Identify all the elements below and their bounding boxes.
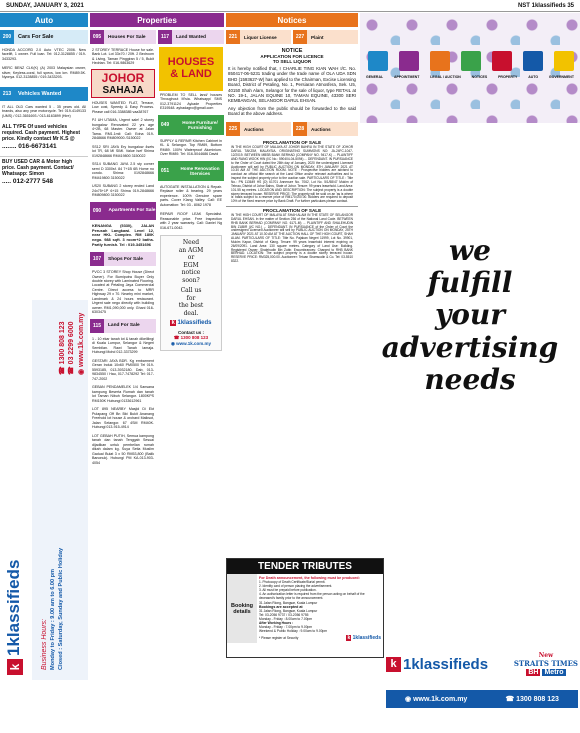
- tile-icon: [492, 51, 512, 71]
- phone-icon: ☎: [505, 696, 517, 703]
- category-label: Land Wanted: [172, 30, 224, 44]
- brand-text: 1klassifieds: [4, 559, 23, 656]
- notices-title: Notices: [277, 15, 307, 25]
- category-number: 225: [226, 122, 240, 136]
- booking-line: Monday - Friday : 7.00pm to 9.00pm: [259, 625, 313, 629]
- notice-subheading: TO SELL LIQUOR: [272, 59, 312, 64]
- category-label: Liquor License: [240, 30, 291, 44]
- auto-section-header: [0, 13, 88, 27]
- ad-land1: 1 - 10 ekar tanah lot & tanah dikelilingi di Kuala Lumpur, Selangor & Negeri Sembilan. Rawi Tanah lamaja. Hubungi Mohd 012-3373299: [92, 336, 154, 355]
- slogan-line: your: [434, 298, 506, 332]
- booking-label-line: Booking: [231, 602, 253, 609]
- agm-brand: k 1klassifieds: [171, 320, 212, 327]
- contact-phone1: [58, 313, 67, 375]
- tab-appointment: APPOINTMENT: [393, 75, 420, 79]
- ad-land2: GESTARI JAYA BDR. Kg embarment Geran Induk 10x60 PM0500 Tel 019-5593185, 013-3932180. Dab, 013-9834550 / Hau, 017-7478292 Tel: 017-747-2002: [92, 358, 154, 381]
- contact-site: [163, 341, 219, 347]
- category-049: [158, 115, 224, 135]
- ad-autogate: AUTOGATE INSTALLATION & Repair. Replace roller & bearing. 29 years experience. 100% Genuine spare parts. Cover Klang Valley. Call: EE Automation: Tel: 03 - 8062 1978: [160, 184, 222, 207]
- prop-subcol-left: [90, 27, 156, 466]
- category-number: 117: [158, 30, 172, 44]
- tile-icon: [368, 51, 388, 71]
- tile-icon: [399, 51, 419, 71]
- notice-cats-row1: [226, 27, 358, 47]
- agm-line: Call us: [180, 287, 202, 295]
- category-label: Home Furniture/ Furnishing: [172, 115, 224, 135]
- category-label: Auctions: [307, 122, 358, 136]
- tile-icon: [430, 51, 450, 71]
- category-213: [0, 87, 88, 101]
- ad-houses-wanted: HOUSES WANTED FLAT, Terrace, Low cost, Speedy & Easy Process. Please call 016-3388385 vaa38767: [92, 100, 154, 114]
- tender-item: 3. All must be prepaid before publication.: [259, 588, 317, 592]
- tab-auto: AUTO: [528, 75, 539, 79]
- globe-icon: ◉: [170, 340, 177, 346]
- ad-us20: US20 SUBANG 2 storey ended Land 24x75+1P 6+15 Shima 019-2848666 RM809800 3150022: [92, 184, 154, 198]
- agm-line: an AGM: [178, 246, 204, 254]
- slogan-line: advertising: [381, 330, 559, 364]
- proclamation-1: [226, 139, 358, 207]
- ad-land3: GEBAN PENDAMELEK 1/4 Sansana kampung Beserta Rumah dan tanah lot Taman Nibuh Selangor. 1800KPS RM150K Hubungi 0133612961: [92, 385, 154, 403]
- tender-footer: [259, 635, 381, 641]
- category-095: [90, 30, 156, 44]
- properties-section-header: [90, 13, 224, 27]
- agm-line: soon?: [182, 276, 200, 284]
- slogan-line: needs: [424, 362, 516, 396]
- category-number: 095: [90, 30, 104, 44]
- booking-line: 31 Jalan Riong, Bangsar, Kuala Lumpur: [259, 609, 318, 613]
- page-number: NST 1klassifieds 35: [517, 2, 574, 9]
- footer-contact-bar: [386, 690, 578, 708]
- booking-line: 31 Jalan Riong, Bangsar, Kuala Lumpur: [259, 601, 318, 605]
- agm-line: the best: [178, 302, 204, 310]
- ad-ss12: SS12 SRI JAYA Ery bungalow 4sets lot 7R, 68 MI SIMI. Value Isef Shima 0192848666 RM419800 3150022: [92, 144, 154, 158]
- ad-text: BUY USED CAR & Motor high price. Cash payment. Contact/ Whatsapp: Simon: [2, 159, 74, 178]
- phone-icon: ☎: [68, 364, 76, 375]
- footer-phone-text: 1300 808 123: [516, 696, 559, 703]
- agm-line: deal.: [183, 309, 199, 317]
- contact-phone-text: 1300 808 123: [180, 335, 209, 341]
- brand-icon: k: [347, 635, 351, 641]
- handwritten-slogan: [360, 235, 580, 396]
- category-117: [158, 30, 224, 44]
- ad-phone: ..... 012-2777 548: [2, 178, 53, 186]
- category-label: Shops For Sale: [104, 252, 156, 266]
- category-090: [90, 202, 156, 220]
- tile-icon: [554, 51, 574, 71]
- banner-brand: [4, 560, 24, 675]
- category-tab-labels: [362, 75, 578, 79]
- agm-box: [160, 235, 222, 350]
- contact-site: [77, 313, 86, 375]
- category-number: 049: [158, 115, 172, 135]
- ad-old-cars: IT ALL OLD Cars wanted 5 - 35 years old. All brands, also any year motorcycle. Tel: 019-4149133 (UMS) / 012-3651693 / 013-6163899 (Hire): [2, 104, 86, 118]
- category-label: Apartments For Sale: [104, 202, 156, 220]
- proclamation-title: PROCLAMATION OF SALE: [262, 140, 322, 146]
- nst-new: New: [538, 652, 554, 659]
- ad-text: ALL TYPE Of used vehicles required. Cash payment. Highest price. Kindly contact Mr K.S @: [2, 124, 81, 143]
- ad-pvcc: PVCC 3 STOREY Shop House (Direct Owner). For Bumiputra Buyer Only double storey with Laminated Flooring. Located at Petaling Jaya Commercial Centre. Direct access to MRR Highway 29 x 70. Nearby mini market, Landmark & 24 hours restaurant. Urgent sale nego directly with building owner. RM1,090,000 only. Ghani 016-6303475: [92, 270, 154, 315]
- promo-column: [360, 13, 580, 733]
- houses-land-box: [159, 47, 223, 91]
- slogan-line: fulfill: [427, 266, 513, 300]
- hours-title: Business Hours:: [41, 619, 48, 670]
- tab-notices: NOTICES: [471, 75, 488, 79]
- booking-line: Bookings are accepted at: [259, 605, 303, 609]
- tender-note: * Please register at Security: [259, 636, 299, 640]
- tender-item: 4. An authorization letter is required from the person acting on behalf of the deceased's family prior to the announcement.: [259, 592, 365, 600]
- notice-body2: Any objection from the public should be forwarded to the said Board at the above address.: [228, 105, 356, 116]
- contact-site-text: www.1k.com.my: [176, 340, 212, 346]
- nst-straits-times: STRAITS TIMES: [513, 659, 578, 668]
- bh-metro-logos: [526, 669, 565, 676]
- category-label: Home Renovation /Services: [172, 161, 224, 181]
- 1klassifieds-logo: [386, 656, 488, 673]
- proclamation-body: IN THE HIGH COURT OF MALAYA AT JOHOR BAHRU IN THE STATE OF JOHOR DARUL TAKZIM, MALAYSIA. ORIGINATING SUMMONS NO: JA-24FC-1047-12/2019. BETWEEN MBSB BANK BERHAD (COMPANY NO. 9417-K) ... PLAINTIFF AND RANG WOOK HIN (I/C No.: 590404-04-5094) ... DEFENDANT. IN PURSUANCE to the Order of Court dated the 28th day of January, 2020 the undersigned Licensed Auctioneer will sell by PUBLIC AUCTION ON MONDAY, 8TH JANUARY 2021 AT 10.30 AM AT THE AUCTION ROOM. NOTE : Prospective bidders are advised to conduct an official title search at the Land Office and/or relevant authorities and to inspect the subject property prior to the auction sale. PARTICULARS OF TITLE : Title No.: PN 113649 HS (D) 61701 Annexure No. 7062, Lot No. 5/1/58/47 Mukim of Tebrau, District of Johor Bahru, State of Johor. Tenure: 99 years leasehold. Land Area: 101.55 sq metres. LOCATION AND DESCRIPTION: The subject property is a double storey terraced house. RESERVE PRICE: The property will be sold on an 'as is where is' basis subject to a reserve price of RM170,000.00. Bidders are required to deposit 10% of the fixed reserve price by Bank Draft. For further particulars please contact.: [231, 145, 353, 204]
- ad-phone: ........ 016-6673141: [2, 143, 57, 151]
- category-number: 051: [158, 161, 172, 181]
- proclamation-body: IN THE HIGH COURT OF MALAYA AT SHAH ALAM IN THE STATE OF SELANGOR DARUL EHSAN. In the matter of Section 256 of the National Land Code. BETWEEN RHB BANK BERHAD (COMPANY NO. 6171-M) ... PLAINTIFF AND SHALEHUDIN BIN ZUBIR (I/C NO.) ... DEFENDANT. IN PURSUANCE of the Order of Court the undersigned Licensed Auctioneer will sell by PUBLIC AUCTION ON MONDAY, 25TH JANUARY 2021 AT 10.30 AM AT THE AUCTION HALL OF THE HIGH COURT, SHAH ALAM. PARTICULARS OF TITLE: Title No. Pajakan Negeri 11999, Lot No. 39901, Mukim Kapar, District of Klang. Tenure: 99 years leasehold interest expiring on 26/09/2091. Land Area: 130 square metres. Category of Land Use: Building. Registered Owner: Shalehudin Bin Zubir. Encumbrances: Charged to RHB BANK BERHAD. LOCATION: The subject property is a double storey terraced house. RESERVE PRICE: RM325,000.00. Auctioneer: Tetuan Shamsudin & Co. Tel: 03-5510 8322.: [231, 213, 353, 264]
- ad-all-type: [0, 122, 88, 153]
- category-label: Land For Sale: [104, 319, 156, 333]
- ad-kenanga: KENANGA (5330), JALAN Perusah Langkawi. Level 12, near HKL Complex. RM 180K nego. 988 sqft. 3 room+2 baths. Partly furnish. Tel : 019-3451696: [92, 222, 154, 248]
- phone1-text: 1300 808 123: [59, 321, 66, 365]
- globe-icon: ◉: [405, 696, 414, 703]
- johor-sahaja-box: [91, 69, 155, 98]
- category-number: 107: [90, 252, 104, 266]
- hours-line1: Monday to Friday : 9.00 am to 6.00 pm: [49, 568, 56, 670]
- banner-contacts: [58, 313, 86, 375]
- proclamation-title: PROCLAMATION OF SALE: [262, 208, 322, 214]
- category-number: 115: [90, 319, 104, 333]
- banner-hours: [40, 548, 65, 670]
- brand-text: 1klassifieds: [403, 655, 489, 673]
- category-label: Houses For Sale: [104, 30, 156, 44]
- agm-line: Need: [182, 239, 200, 247]
- phone2-text: 03 2299 6000: [68, 321, 76, 365]
- tab-general: GENERAL: [366, 75, 384, 79]
- category-label: Vehicles Wanted: [14, 87, 88, 101]
- booking-line: After Working Hours :: [259, 621, 294, 625]
- proclamation-2: [226, 207, 358, 266]
- site-text: www.1k.com.my: [77, 312, 85, 367]
- ad-land4: LOT 895 NEARBY Masjid Di Ekt Pulapang Off Bn Bkt Bukit Ananang Freehold lot house & orchard Maiksot, Jalan Selangor. 67 4SM RM40K. Hubungi 013-915-4914: [92, 407, 154, 430]
- globe-icon: ◉: [77, 366, 85, 375]
- nst-logo: [514, 652, 578, 676]
- notice-subheading: APPLICATION FOR LICENCE: [260, 54, 324, 59]
- category-number: 228: [293, 122, 307, 136]
- booking-line: Weekend & Public Holiday : 9.00am to 9.00pm: [259, 629, 328, 633]
- tender-brand: [346, 635, 381, 641]
- slogan-line: we: [449, 234, 491, 267]
- tender-brand-text: 1klassifieds: [352, 635, 381, 641]
- booking-label: [227, 574, 257, 643]
- tender-title: TENDER TRIBUTES: [227, 559, 383, 574]
- booking-line: Tel: 03-2056 9737 / 03-2056 9755: [259, 613, 309, 617]
- pattern-banner: [360, 13, 580, 123]
- tender-content: [227, 574, 383, 643]
- category-number: 227: [293, 30, 307, 44]
- page-header: [0, 0, 580, 12]
- category-label: Plaint: [307, 30, 358, 44]
- sahaja-text: SAHAJA: [102, 84, 144, 96]
- notices-section-header: [226, 13, 358, 27]
- agm-line: EGM: [183, 261, 199, 269]
- notice-heading: NOTICE: [281, 48, 303, 54]
- category-200: [0, 30, 88, 44]
- ad-supply-repair: SUPPLY & REPAIR Kitchen Cabinet in KL & Selangor. Top RM89, Bottom RM89. 100% Waterproof Aluminium. Over RM89. Tel: 016-5044686 David: [160, 138, 222, 157]
- ad-buy-used: [0, 156, 88, 188]
- tender-subtitle: For Death announcement, the following must be produced:: [259, 576, 360, 580]
- footer-site: [405, 695, 467, 703]
- bh-logo: BH: [528, 669, 539, 676]
- notice-cats-row2: [226, 119, 358, 139]
- houses-land-text: HOUSES & LAND: [167, 56, 215, 80]
- tender-item: 1. Photocopy of Death Certificate/Burial permit.: [259, 580, 326, 584]
- category-number: 200: [0, 30, 14, 44]
- category-228: [293, 122, 358, 136]
- page-date: SUNDAY, JANUARY 3, 2021: [6, 2, 84, 9]
- contact-phone2: [67, 313, 76, 375]
- properties-grid: [90, 27, 224, 466]
- ad-problem-to-sell: PROBLEM TO SELL land/ houses Throughout M'sia. Whatsapp/ SMS 012-3791124 Aykade Properties E319548. ayhadagro@gmail.com: [160, 93, 222, 111]
- category-227: [293, 30, 358, 44]
- ad-merc: MERC BENZ CLK(K) (A) 2003 Malaysian owner, silver, Keyless-coral, full specs, low km. RM89.5K. Nyonya. 012-3128855 / 019-3433293.: [2, 66, 86, 80]
- tender-tributes-box: [226, 558, 384, 658]
- brand-icon: k: [171, 320, 175, 327]
- category-115: [90, 319, 156, 333]
- auto-title: Auto: [34, 15, 54, 25]
- phone-icon: ☎: [59, 364, 66, 375]
- category-221: [226, 30, 291, 44]
- properties-title: Properties: [137, 15, 177, 25]
- notice-body: It is hereby notified that, I CHARLIE TING KIAN WAH I/C. No. 850417-06-5231 trading under the trade name of OLA UDA SDN BHD (1593627-W) has applied to the Chairman, Excise Licensing Board, District of Petaling, No. 1, Persiaran Atmosfera, Sek. U5, 40150 Shah Alam, Selangor for the sale of liquor, type RETAIL at NO. 19-1, JALAN EQUINE 10, TAMAN EQUINE, 43300 SERI KEMBANGAN, SELANGOR DARUL EHSAN.: [228, 66, 356, 104]
- category-label: Auctions: [240, 122, 291, 136]
- ad-ss14: SS14 SUBANG JAYA 2.5 sty corner semi D 3300sf. 84 7+1B 6B Home no condo. Shima: 0192848666 RM419800 3150022: [92, 162, 154, 180]
- ad-land5: LOT GEBAH PUTIH, Semua kampong tanah dan tanah Tenggab Sesuai dijadikan untuk pembelian rumah dikah dalam kg. Suya Setia Muslim Gadual Bulat 3 x 50 RM53,800 (Balik Banonuk). Hubungi PM KA-013-903-4054: [92, 433, 154, 465]
- footer-phone: [505, 695, 559, 703]
- tab-legal-auction: LEGAL / AUCTION: [430, 75, 461, 79]
- metro-logo: Metro: [544, 669, 564, 676]
- brand-icon: k: [7, 659, 23, 675]
- brand-icon: k: [386, 657, 401, 672]
- johor-text: JOHOR: [101, 70, 145, 85]
- tile-icon: [523, 51, 543, 71]
- ad-pj-utama: PJ UH UTAMA, Urgent sale! 2 storey bungalow Renovated 22 yrs age 4+2B, 68 Master. Owner at Jalan Tama. RM1.1mil: Call: Edna 019-2848666 RM809000 /3150022: [92, 118, 154, 141]
- booking-line: Monday - Friday : 8.00am to 7.00pm: [259, 617, 313, 621]
- category-107: [90, 252, 156, 266]
- hours-line2: Closed : Saturday, Sunday and Public Holiday: [57, 547, 64, 670]
- brand-logos-row: [386, 640, 578, 688]
- category-number: 090: [90, 202, 104, 220]
- tab-property: PROPERTY: [498, 75, 518, 79]
- phone-icon: ☎: [173, 335, 181, 341]
- agm-line: notice: [181, 269, 201, 277]
- liquor-notice: [226, 47, 358, 117]
- prop-subcol-right: [158, 27, 224, 466]
- ad-honda: HONDA ACCORD 2.0 Auto VTEC 2006. New facelift, 1 owner. Full loan. Tel: 012-3128855 / 019-3433293.: [2, 48, 86, 61]
- tender-text: [257, 574, 383, 643]
- agm-line: or: [187, 254, 195, 262]
- footer-site-text: www.1k.com.my: [413, 696, 468, 703]
- properties-column: [90, 13, 224, 733]
- contact-label: Contact us :: [177, 329, 204, 335]
- category-label: Cars For Sale: [14, 30, 88, 44]
- category-225: [226, 122, 291, 136]
- agm-line: for: [186, 294, 196, 302]
- category-051: [158, 161, 224, 181]
- category-tiles: [368, 51, 574, 71]
- ad-repair-roof: REPAIR ROOF LEAK Specialist. Reasonable price. Free Inspection with 2 year warranty. Call: Daniel Ng 016-671-0042.: [160, 212, 222, 230]
- tile-icon: [461, 51, 481, 71]
- category-number: 213: [0, 87, 14, 101]
- ad-terrace: 2 STOREY TERRACE House for sale. Bank Lot. Lot 33x70 / 20ft. 2 Bedroom & Living, Taman Pinggiran 5 / 5, Bukit Hedrian. Tel: 016-9863629: [92, 48, 154, 66]
- category-number: 221: [226, 30, 240, 44]
- tender-item: 2. Identity card of person placing the advertisement.: [259, 584, 333, 588]
- tab-government: GOVERNMENT: [548, 75, 574, 79]
- booking-label-line: details: [233, 608, 251, 615]
